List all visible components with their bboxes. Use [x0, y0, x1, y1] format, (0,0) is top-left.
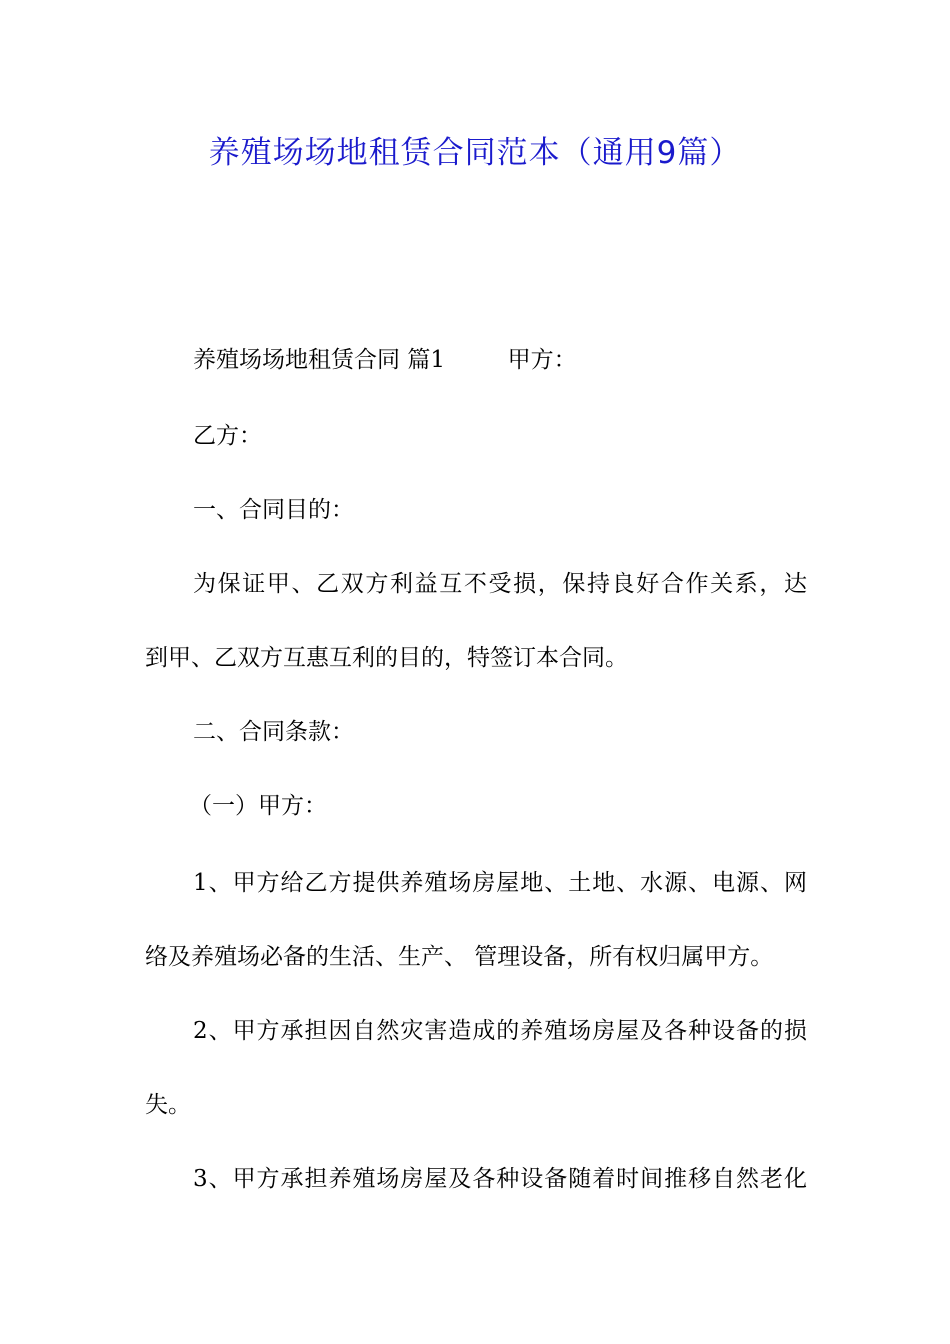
- paragraph-line: 到甲、乙双方互惠互利的目的，特签订本合同。: [145, 645, 628, 671]
- section-heading-purpose: 一、合同目的：: [193, 497, 354, 523]
- paragraph-line: 2、甲方承担因自然灾害造成的养殖场房屋及各种设备的损: [193, 1018, 807, 1044]
- party-b-label: 乙方：: [193, 423, 262, 449]
- paragraph-line: 为保证甲、乙双方利益互不受损，保持良好合作关系，达: [193, 571, 807, 597]
- heading-line: [145, 323, 807, 397]
- party-a-label: 甲方：: [507, 347, 577, 373]
- paragraph-line: 1、甲方给乙方提供养殖场房屋地、土地、水源、电源、网: [193, 870, 807, 896]
- contract-part: 篇1: [407, 347, 445, 373]
- paragraph-line: 失。: [145, 1092, 191, 1118]
- subsection-heading-party-a: （一）甲方：: [189, 793, 327, 819]
- document-title: 养殖场场地租赁合同范本（通用9篇）: [208, 135, 742, 171]
- contract-label: 养殖场场地租赁合同: [193, 347, 400, 373]
- paragraph-line: 3、甲方承担养殖场房屋及各种设备随着时间推移自然老化: [193, 1166, 807, 1192]
- paragraph-line: 络及养殖场必备的生活、生产、 管理设备，所有权归属甲方。: [145, 944, 774, 970]
- section-heading-terms: 二、合同条款：: [193, 719, 354, 745]
